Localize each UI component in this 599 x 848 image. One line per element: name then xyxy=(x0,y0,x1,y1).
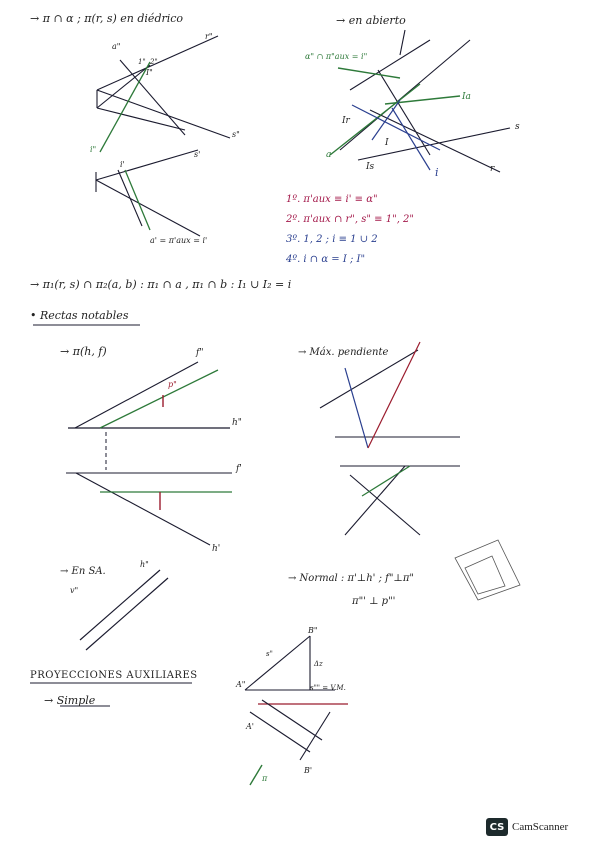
label-dz: Δz xyxy=(314,660,323,668)
camscanner-watermark xyxy=(486,817,568,837)
label-pi: π xyxy=(262,774,268,783)
label-s: s" xyxy=(266,650,273,658)
note-aux-i: α" ∩ π"aux = i" xyxy=(305,52,368,61)
label-open-Ia: Ia xyxy=(462,92,471,102)
label-s2: s" xyxy=(232,130,240,139)
step-1: 1º. π'aux ≡ i' ≡ α" xyxy=(286,194,378,205)
heading-pi-alpha: → π ∩ α ; π(r, s) en diédrico xyxy=(30,12,184,25)
normal-second-line: π"' ⊥ p"' xyxy=(352,596,396,607)
heading-h-f: → π(h, f) xyxy=(60,345,107,358)
label-a2: a" xyxy=(112,42,121,51)
label-s1: s' xyxy=(194,150,201,159)
label-A2: A" xyxy=(236,680,246,689)
step-2: 2º. π'aux ∩ r", s" ≡ 1", 2" xyxy=(286,214,415,225)
label-I2: I" xyxy=(146,68,153,77)
label-aux: a' = π'aux = i' xyxy=(150,236,208,245)
label-i2: i" xyxy=(90,145,97,154)
label-A1: A' xyxy=(246,722,254,731)
label-h1: h' xyxy=(212,544,221,554)
heading-normal: → Normal : π'⊥h' ; f"⊥π" xyxy=(288,573,414,584)
label-open-r: r xyxy=(490,164,495,174)
label-p2: p" xyxy=(168,380,177,389)
label-open-I: I xyxy=(385,138,389,148)
section-rectas-notables: • Rectas notables xyxy=(30,309,129,322)
label-B1: B' xyxy=(304,766,313,775)
label-h2: h" xyxy=(232,418,242,428)
heading-abierto: → en abierto xyxy=(336,14,406,27)
camscanner-logo-icon: CS xyxy=(486,818,508,836)
camscanner-text: CamScanner xyxy=(512,821,569,833)
label-2: 2" xyxy=(150,58,158,66)
label-1: 1" xyxy=(138,58,146,66)
section-proyecciones-auxiliares: PROYECCIONES AUXILIARES xyxy=(30,670,198,681)
label-open-a: a xyxy=(326,150,332,160)
label-r2: r" xyxy=(205,32,213,41)
label-open-i: i xyxy=(435,166,439,179)
heading-en-sa: → En SA. xyxy=(60,566,106,577)
label-f1: f' xyxy=(236,464,242,474)
label-open-Ir: Ir xyxy=(342,116,350,126)
label-open-s: s xyxy=(515,122,520,132)
step-4: 4º. i ∩ α = I ; I" xyxy=(286,254,366,265)
label-B2: B" xyxy=(308,626,318,635)
label-f2: f" xyxy=(196,348,204,358)
label-i1: i' xyxy=(120,160,125,169)
paper-sheet xyxy=(22,8,575,804)
label-vm: s"" = V.M. xyxy=(310,684,346,692)
label-v2: v" xyxy=(70,586,79,595)
heading-max-pendiente: → Máx. pendiente xyxy=(298,347,389,358)
heading-simple: → Simple xyxy=(44,694,96,707)
label-open-Is: Is xyxy=(366,162,375,172)
label-h: h" xyxy=(140,560,149,569)
step-3: 3º. 1, 2 ; i ≡ 1 ∪ 2 xyxy=(286,234,378,245)
formula-intersection: → π₁(r, s) ∩ π₂(a, b) : π₁ ∩ a , π₁ ∩ b : I₁ ∪ I₂ = i xyxy=(30,278,292,291)
